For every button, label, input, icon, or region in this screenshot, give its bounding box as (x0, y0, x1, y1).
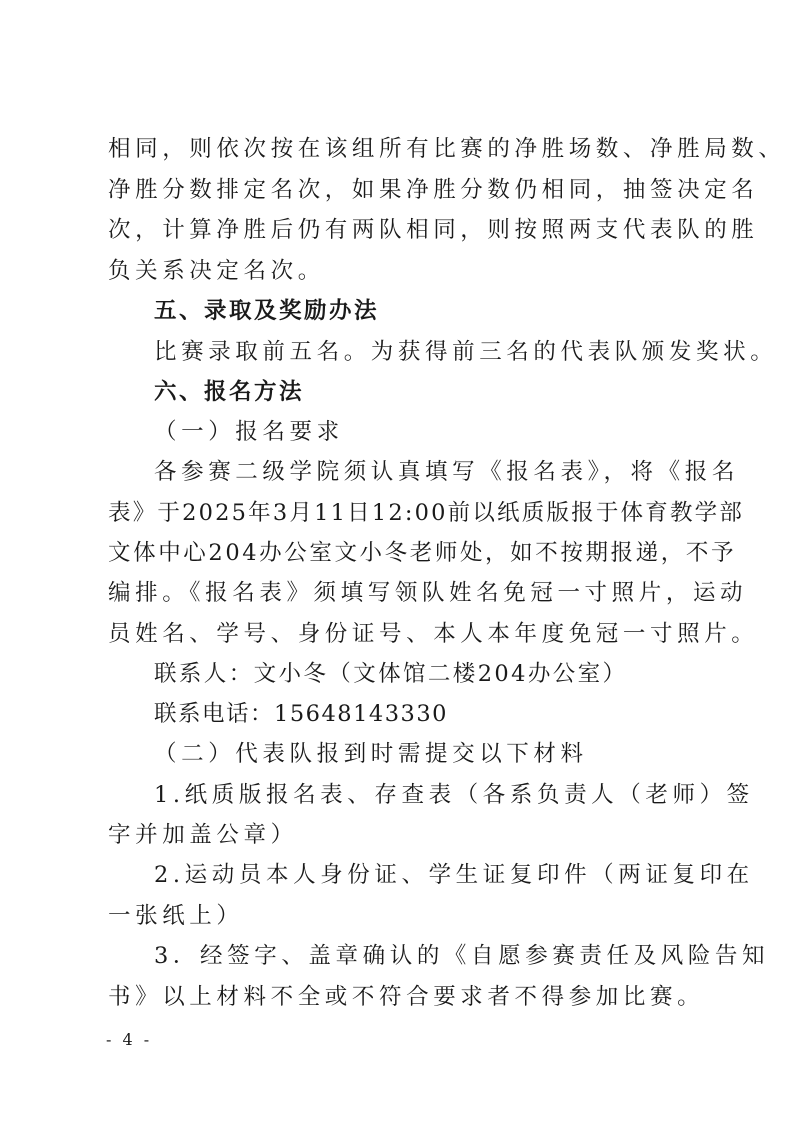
contact-phone: 联系电话：15648143330 (154, 701, 448, 727)
body-text-line: 文体中心204办公室文小冬老师处，如不按期报递，不予 (108, 540, 737, 566)
body-text-line: 净胜分数排定名次，如果净胜分数仍相同，抽签决定名 (108, 177, 759, 203)
body-text-line: 各参赛二级学院须认真填写《报名表》，将《报名 (154, 459, 739, 485)
section-heading: 六、报名方法 (154, 379, 305, 405)
body-text-line: 员姓名、学号、身份证号、本人本年度免冠一寸照片。 (108, 621, 759, 647)
page-number: - 4 - (106, 1030, 153, 1049)
contact-person: 联系人：文小冬（文体馆二楼204办公室） (154, 661, 628, 687)
body-text-line: 编排。《报名表》须填写领队姓名免冠一寸照片，运动 (108, 580, 748, 606)
list-item: 2.运动员本人身份证、学生证复印件（两证复印在 (154, 862, 754, 888)
list-item: 3．经签字、盖章确认的《自愿参赛责任及风险告知 (154, 943, 770, 969)
body-text-line: 表》于2025年3月11日12:00前以纸质版报于体育教学部 (108, 500, 745, 526)
body-text-line: 负关系决定名次。 (108, 258, 325, 284)
body-text-line: 比赛录取前五名。为获得前三名的代表队颁发奖状。 (154, 339, 778, 365)
list-item-continuation: 一张纸上） (108, 903, 244, 929)
body-text-line: 相同，则依次按在该组所有比赛的净胜场数、净胜局数、 (108, 136, 786, 162)
section-heading: 五、录取及奖励办法 (154, 298, 380, 324)
body-text-line: 次，计算净胜后仍有两队相同，则按照两支代表队的胜 (108, 217, 759, 243)
subsection-title: （一）报名要求 (154, 419, 344, 445)
list-item-continuation: 字并加盖公章） (108, 822, 298, 848)
list-item-continuation: 书》以上材料不全或不符合要求者不得参加比赛。 (108, 984, 705, 1010)
list-item: 1.纸质版报名表、存查表（各系负责人（老师）签 (154, 782, 754, 808)
subsection-title: （二）代表队报到时需提交以下材料 (154, 741, 588, 767)
